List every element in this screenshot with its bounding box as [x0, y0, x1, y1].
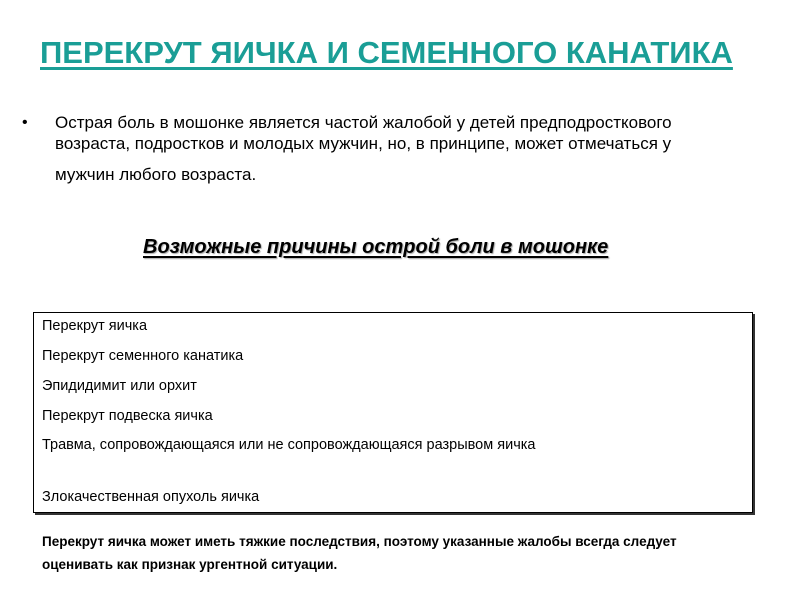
cause-item: Перекрут яичка: [42, 318, 148, 334]
bullet-icon: •: [22, 114, 28, 131]
cause-item: Перекрут семенного канатика: [42, 348, 244, 364]
intro-line-1: Острая боль в мошонке является частой жалобой у детей предподросткового: [55, 113, 672, 132]
urgent-note-line-2: оценивать как признак ургентной ситуации.: [42, 557, 338, 572]
urgent-note-line-1: Перекрут яичка может иметь тяжкие последствия, поэтому указанные жалобы всегда следует: [42, 534, 677, 549]
causes-table: [33, 312, 753, 513]
cause-item: Злокачественная опухоль яичка: [42, 489, 260, 505]
cause-item: Эпидидимит или орхит: [42, 378, 197, 394]
intro-line-2: возраста, подростков и молодых мужчин, но, в принципе, может отмечаться у: [55, 134, 672, 153]
causes-heading: Возможные причины острой боли в мошонке: [143, 236, 609, 258]
page-title: ПЕРЕКРУТ ЯИЧКА И СЕМЕННОГО КАНАТИКА: [40, 35, 733, 70]
intro-line-3: мужчин любого возраста.: [55, 165, 257, 184]
cause-item: Перекрут подвеска яичка: [42, 408, 213, 424]
urgent-note: [42, 530, 742, 576]
cause-item: Травма, сопровождающаяся или не сопровождающаяся разрывом яичка: [42, 437, 536, 453]
intro-text: [55, 112, 735, 185]
